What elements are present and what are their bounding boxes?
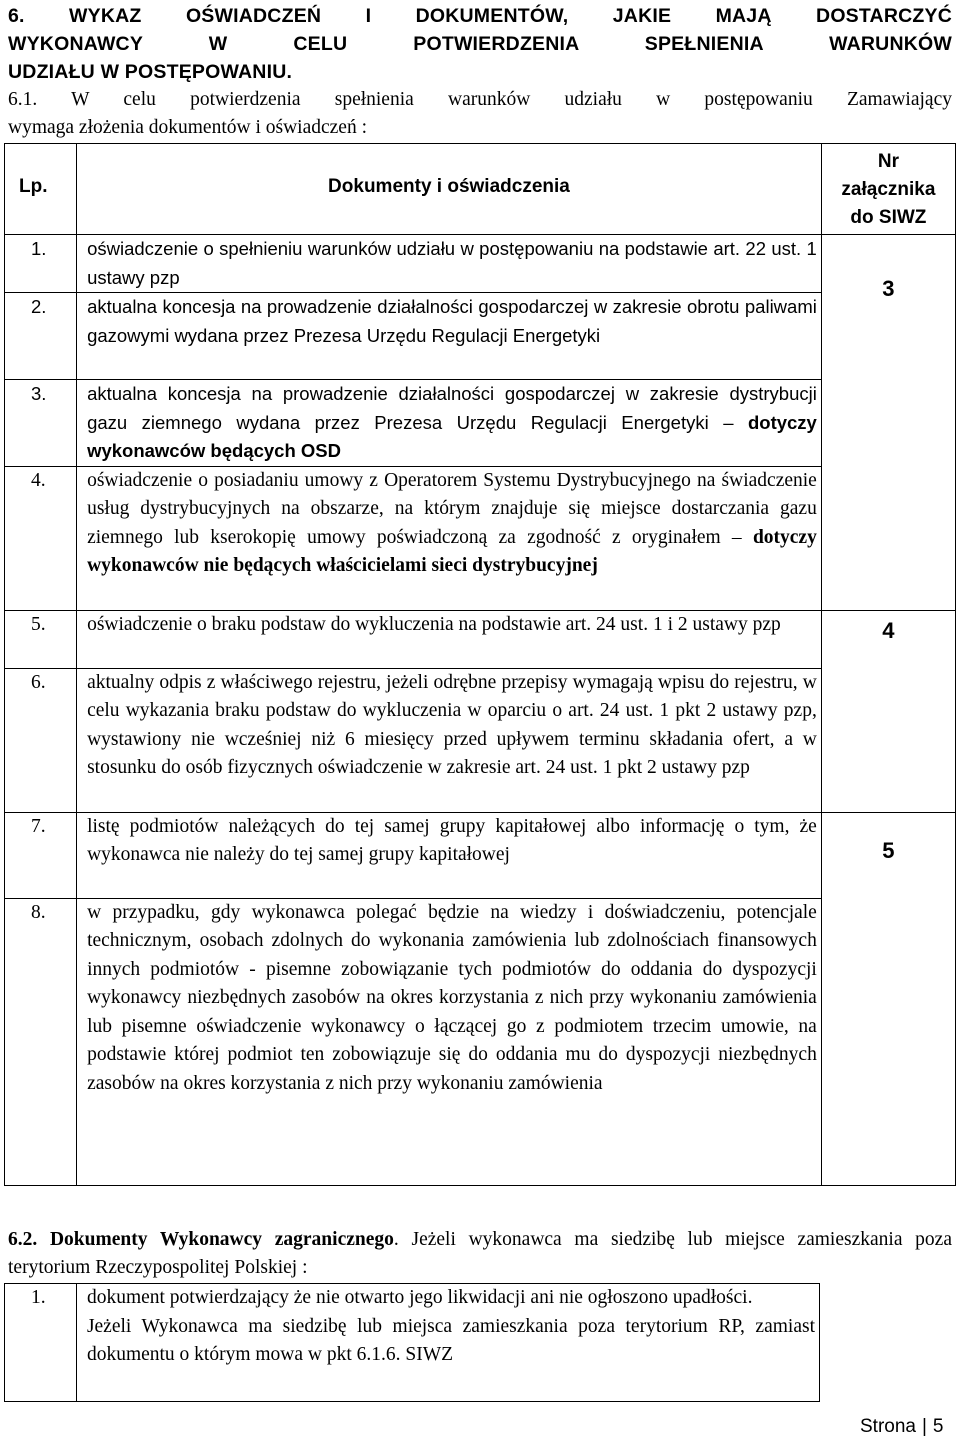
row-number: 3. (5, 380, 77, 467)
attachment-number (821, 812, 955, 1185)
row-text-paragraph-1: dokument potwierdzający że nie otwarto jego likwidacji ani nie ogłoszono upadłości. (86, 1287, 753, 1308)
page-footer (860, 1416, 944, 1438)
row-text (77, 668, 822, 812)
table-row (5, 610, 956, 668)
row-number: 2. (5, 293, 77, 380)
foreign-documents-table (4, 1283, 820, 1402)
row-text (77, 812, 822, 898)
row-text-bold: dotyczy wykonawców będących OSD (87, 411, 817, 461)
heading-line-3: UDZIAŁU W POSTĘPOWANIU. (8, 61, 293, 83)
intro-paragraph (8, 86, 952, 142)
subsection-paragraph (8, 1226, 952, 1282)
footer-separator: | (921, 1416, 927, 1437)
header-attachment-line-2: załącznika (841, 179, 936, 200)
row-number: 4. (5, 466, 77, 610)
row-text-body: aktualny odpis z właściwego rejestru, jeżeli odrębne przepisy wymagają wpisu do rejestru, w celu wykazania braku podstaw do wykluczenia w oparciu o art. 24 ust. 1 pkt 2 ustawy pzp, wystawiony nie wcześniej niż 6 miesięcy przed upływem terminu składania ofert, a w stosunku do osób fizycznych oświadczenie w zakresie art. 24 ust. 1 pkt 2 ustawy pzp (87, 671, 817, 778)
footer-page-number: 5 (932, 1416, 944, 1437)
row-text (76, 1284, 819, 1402)
documents-table (4, 143, 956, 1186)
table-row (5, 668, 956, 812)
attachment-value: 5 (882, 837, 895, 863)
row-text-body: oświadczenie o spełnieniu warunków udziału w postępowaniu na podstawie art. 22 ust. 1 ustawy pzp (87, 238, 817, 288)
row-text-body: oświadczenie o braku podstaw do wykluczenia na podstawie art. 24 ust. 1 i 2 ustawy pzp (87, 613, 781, 635)
row-text (77, 293, 822, 380)
table-row (5, 380, 956, 467)
row-text (77, 466, 822, 610)
table-row (5, 466, 956, 610)
footer-label: Strona (860, 1416, 916, 1437)
row-text-body: aktualna koncesja na prowadzenie działalności gospodarczej w zakresie dystrybucji gazu ziemnego wydana przez Prezesa Urzędu Regulacji Energetyki – (87, 383, 817, 433)
row-text (77, 380, 822, 467)
header-documents: Dokumenty i oświadczenia (77, 144, 822, 235)
row-text (77, 898, 822, 1185)
table-row (5, 898, 956, 1185)
header-lp: Lp. (5, 144, 77, 235)
table-row (5, 1284, 820, 1402)
row-text (77, 610, 822, 668)
heading-line-2: WYKONAWCY W CELU POTWIERDZENIA SPEŁNIENIA WARUNKÓW (8, 33, 952, 55)
attachment-number (821, 610, 955, 812)
row-text-body: oświadczenie o posiadaniu umowy z Operatorem Systemu Dystrybucyjnego na świadczenie usług dystrybucyjnych na obszarze, na którym znajduje się miejsce dostarczania gazu ziemnego lub kserokopię umowy poświadczoną za zgodność z oryginałem – (87, 469, 817, 548)
table-row (5, 293, 956, 380)
table-row (5, 812, 956, 898)
header-attachment-line-3: do SIWZ (850, 207, 927, 228)
header-attachment (821, 144, 955, 235)
intro-line-1: 6.1. W celu potwierdzenia spełnienia warunków udziału w postępowaniu Zamawiający (8, 89, 952, 110)
header-attachment-line-1: Nr (877, 151, 899, 172)
row-text-body: aktualna koncesja na prowadzenie działalności gospodarczej w zakresie obrotu paliwami gazowymi wydana przez Prezesa Urzędu Regulacji Energetyki (87, 296, 817, 346)
row-number: 7. (5, 812, 77, 898)
table-row (5, 235, 956, 293)
intro-line-2: wymaga złożenia dokumentów i oświadczeń : (8, 117, 368, 138)
attachment-value: 4 (882, 618, 895, 643)
section-heading (8, 2, 952, 86)
row-number: 6. (5, 668, 77, 812)
row-text-body: w przypadku, gdy wykonawca polegać będzie na wiedzy i doświadczeniu, potencjale technicznym, osobach zdolnych do wykonania zamówienia lub zdolnościach finansowych innych podmiotów - pisemne zobowiązanie tych podmiotów do oddania do dyspozycji wykonawcy niezbędnych zasobów na okres korzystania z nich przy wykonaniu zamówienia lub pisemne oświadczenie wykonawcy o łączącej go z podmiotem trzecim umowie, na podstawie której podmiot ten zobowiązuje się do oddania mu do dyspozycji niezbędnych zasobów na okres korzystania z nich przy wykonaniu zamówienia (87, 901, 817, 1094)
subsection-label: 6.2. Dokumenty Wykonawcy zagranicznego (8, 1229, 394, 1250)
row-text-body: listę podmiotów należących do tej samej grupy kapitałowej albo informację o tym, że wykonawca nie należy do tej samej grupy kapitałowej (87, 815, 817, 865)
row-text-bold: dotyczy wykonawców nie będących właścicielami sieci dystrybucyjnej (87, 526, 817, 576)
attachment-number (821, 235, 955, 611)
row-number: 8. (5, 898, 77, 1185)
subsection-text: . Jeżeli wykonawca ma siedzibę lub miejsce zamieszkania poza terytorium Rzeczypospolitej Polskiej : (8, 1229, 952, 1278)
row-number: 5. (5, 610, 77, 668)
row-text-paragraph-2: Jeżeli Wykonawca ma siedzibę lub miejsca zamieszkania poza terytorium RP, zamiast dokumentu o którym mowa w pkt 6.1.6. SIWZ (86, 1315, 815, 1365)
heading-line-1: 6. WYKAZ OŚWIADCZEŃ I DOKUMENTÓW, JAKIE MAJĄ DOSTARCZYĆ (8, 5, 952, 27)
table-header-row (5, 144, 956, 235)
row-number: 1. (5, 1284, 77, 1402)
attachment-value: 3 (882, 276, 895, 302)
row-number: 1. (5, 235, 77, 293)
row-text (77, 235, 822, 293)
